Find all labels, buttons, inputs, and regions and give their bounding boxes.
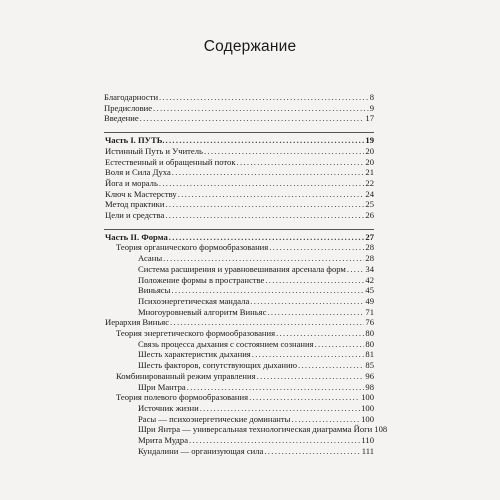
toc-entry-label: Асаны: [138, 253, 163, 264]
leader-dots: [315, 339, 365, 350]
toc-entry-page: 76: [365, 317, 374, 328]
leader-dots: [269, 242, 364, 253]
toc-entry[interactable]: [104, 403, 374, 414]
toc-entry-label: Иерархия Виньяс: [105, 317, 170, 328]
toc-entry[interactable]: [104, 328, 374, 339]
section-divider: [104, 229, 374, 230]
toc-entry[interactable]: [104, 264, 374, 275]
toc-entry-label: Шри Янтра — универсальная технологическая диаграмма Йоги: [138, 424, 373, 435]
toc-entry-label: Шесть факторов, сопутствующих дыханию: [138, 360, 298, 371]
toc-entry-label: Предисловие: [104, 102, 153, 113]
leader-dots: [276, 328, 364, 339]
toc-entry-page: 85: [365, 360, 374, 371]
toc-entry-page: 98: [365, 381, 374, 392]
toc-entry-page: 45: [365, 285, 374, 296]
leader-dots: [166, 135, 365, 146]
toc-entry[interactable]: [104, 360, 374, 371]
toc-entry[interactable]: [104, 199, 374, 210]
toc-entry-page: 26: [365, 210, 374, 221]
leader-dots: [204, 146, 364, 157]
leader-dots: [347, 264, 365, 275]
leader-dots: [249, 392, 360, 403]
toc-entry-page: 96: [365, 370, 374, 381]
leader-dots: [140, 113, 365, 124]
toc-entry[interactable]: [104, 275, 374, 286]
toc-entry-label: Расы — психоэнергетические доминанты: [138, 413, 291, 424]
toc-entry[interactable]: [104, 414, 374, 425]
toc-section: [104, 135, 374, 221]
leader-dots: [165, 199, 364, 210]
leader-dots: [159, 178, 365, 189]
toc-entry[interactable]: [104, 424, 388, 435]
toc-entry-page: 80: [365, 338, 374, 349]
table-of-contents: [104, 92, 388, 465]
toc-entry-page: 110: [361, 435, 374, 446]
toc-entry-label: Многоуровневый алгоритм Виньяс: [138, 306, 267, 317]
leader-dots: [178, 189, 365, 200]
leader-dots: [170, 317, 364, 328]
toc-entry-page: 100: [361, 402, 374, 413]
leader-dots: [257, 371, 365, 382]
leader-dots: [189, 435, 360, 446]
toc-entry-label: Теория органического формообразования: [116, 242, 269, 253]
toc-entry-page: 28: [365, 253, 374, 264]
toc-entry[interactable]: [104, 242, 374, 253]
toc-entry-label: Теория энергетического формообразования: [116, 328, 276, 339]
toc-entry-label: Положение формы в пространстве: [138, 274, 265, 285]
leader-dots: [200, 403, 360, 414]
toc-entry-page: 17: [365, 113, 374, 124]
toc-entry[interactable]: [104, 296, 374, 307]
toc-entry-page: 22: [365, 177, 374, 188]
toc-entry-label: Ключ к Мастерству: [105, 188, 177, 199]
toc-entry-page: 71: [365, 306, 374, 317]
leader-dots: [252, 349, 365, 360]
toc-entry-page: 21: [365, 167, 374, 178]
toc-entry-page: 80: [365, 328, 374, 339]
page-title: Содержание: [203, 38, 297, 55]
toc-entry-label: Связь процесса дыхания с состоянием сознания: [138, 338, 314, 349]
toc-entry-label: Часть II. Форма: [105, 231, 168, 242]
toc-entry[interactable]: [104, 157, 374, 168]
toc-entry-label: Введение: [104, 113, 139, 124]
toc-entry-label: Система расширения и уравновешивания арсенала форм: [138, 263, 346, 274]
leader-dots: [250, 296, 364, 307]
leader-dots: [172, 167, 365, 178]
leader-dots: [264, 446, 360, 457]
toc-entry-page: 81: [365, 349, 374, 360]
toc-entry-page: 49: [365, 295, 374, 306]
toc-entry[interactable]: [104, 178, 374, 189]
toc-entry-label: Цели и средства: [105, 210, 165, 221]
leader-dots: [159, 92, 369, 103]
leader-dots: [187, 382, 365, 393]
toc-entry[interactable]: [104, 167, 374, 178]
toc-entry[interactable]: [104, 307, 374, 318]
toc-entry-label: Воля и Сила Духа: [105, 167, 171, 178]
toc-entry-page: 24: [365, 188, 374, 199]
leader-dots: [291, 414, 360, 425]
toc-entry-label: Кундалини — организующая сила: [138, 445, 264, 456]
leader-dots: [153, 103, 369, 114]
toc-entry[interactable]: [104, 371, 374, 382]
leader-dots: [171, 285, 364, 296]
toc-entry-label: Естественный и обращенный поток: [105, 156, 236, 167]
toc-entry-label: Шри Мантра: [138, 381, 186, 392]
toc-entry-label: Метод практики: [105, 199, 165, 210]
toc-entry-label: Йога и мораль: [105, 177, 158, 188]
toc-entry-label: Источник жизни: [138, 402, 199, 413]
toc-entry-page: 111: [361, 445, 374, 456]
toc-entry[interactable]: [104, 317, 374, 328]
leader-dots: [298, 360, 364, 371]
toc-entry[interactable]: [104, 446, 374, 457]
leader-dots: [165, 210, 364, 221]
toc-entry-page: 108: [374, 424, 388, 435]
toc-entry[interactable]: [104, 146, 374, 157]
toc-entry-label: Часть I. ПУТЬ.: [105, 135, 165, 146]
toc-entry[interactable]: [104, 103, 374, 114]
toc-entry[interactable]: [104, 232, 374, 243]
leader-dots: [237, 157, 365, 168]
leader-dots: [265, 275, 364, 286]
toc-entry-label: Шесть характеристик дыхания: [138, 349, 251, 360]
toc-entry-page: 34: [365, 263, 374, 274]
toc-entry[interactable]: [104, 189, 374, 200]
toc-entry-page: 100: [361, 392, 374, 403]
toc-entry-page: 20: [365, 145, 374, 156]
toc-entry[interactable]: [104, 382, 374, 393]
toc-entry-label: Комбинированный режим управления: [116, 370, 256, 381]
toc-entry-label: Благодарности: [104, 92, 159, 102]
toc-entry-label: Психоэнергетическая мандала: [138, 295, 250, 306]
toc-entry-label: Виньясы: [138, 285, 171, 296]
toc-entry[interactable]: [104, 435, 374, 446]
toc-entry-page: 42: [365, 274, 374, 285]
toc-entry-page: 8: [369, 92, 374, 102]
toc-section: [104, 92, 374, 124]
toc-entry-page: 27: [365, 231, 374, 242]
toc-entry-page: 25: [365, 199, 374, 210]
toc-entry[interactable]: [104, 339, 374, 350]
leader-dots: [267, 307, 364, 318]
toc-entry-page: 9: [369, 102, 374, 113]
toc-entry-label: Истинный Путь и Учитель: [105, 145, 203, 156]
toc-entry-page: 19: [365, 135, 374, 146]
toc-entry-page: 100: [361, 413, 374, 424]
toc-entry[interactable]: [104, 392, 374, 403]
toc-entry[interactable]: [104, 135, 374, 146]
section-divider: [104, 132, 374, 133]
toc-entry[interactable]: [104, 253, 374, 264]
toc-entry[interactable]: [104, 210, 374, 221]
toc-section: [104, 231, 388, 457]
toc-entry-label: Мрита Мудра: [138, 435, 189, 446]
toc-entry-page: 28: [365, 242, 374, 253]
leader-dots: [163, 253, 364, 264]
toc-entry-label: Теория полевого формообразования: [116, 392, 249, 403]
toc-entry[interactable]: [104, 113, 374, 124]
leader-dots: [169, 232, 365, 243]
toc-entry[interactable]: [104, 92, 374, 103]
toc-entry[interactable]: [104, 349, 374, 360]
toc-entry-page: 20: [365, 156, 374, 167]
toc-entry[interactable]: [104, 285, 374, 296]
